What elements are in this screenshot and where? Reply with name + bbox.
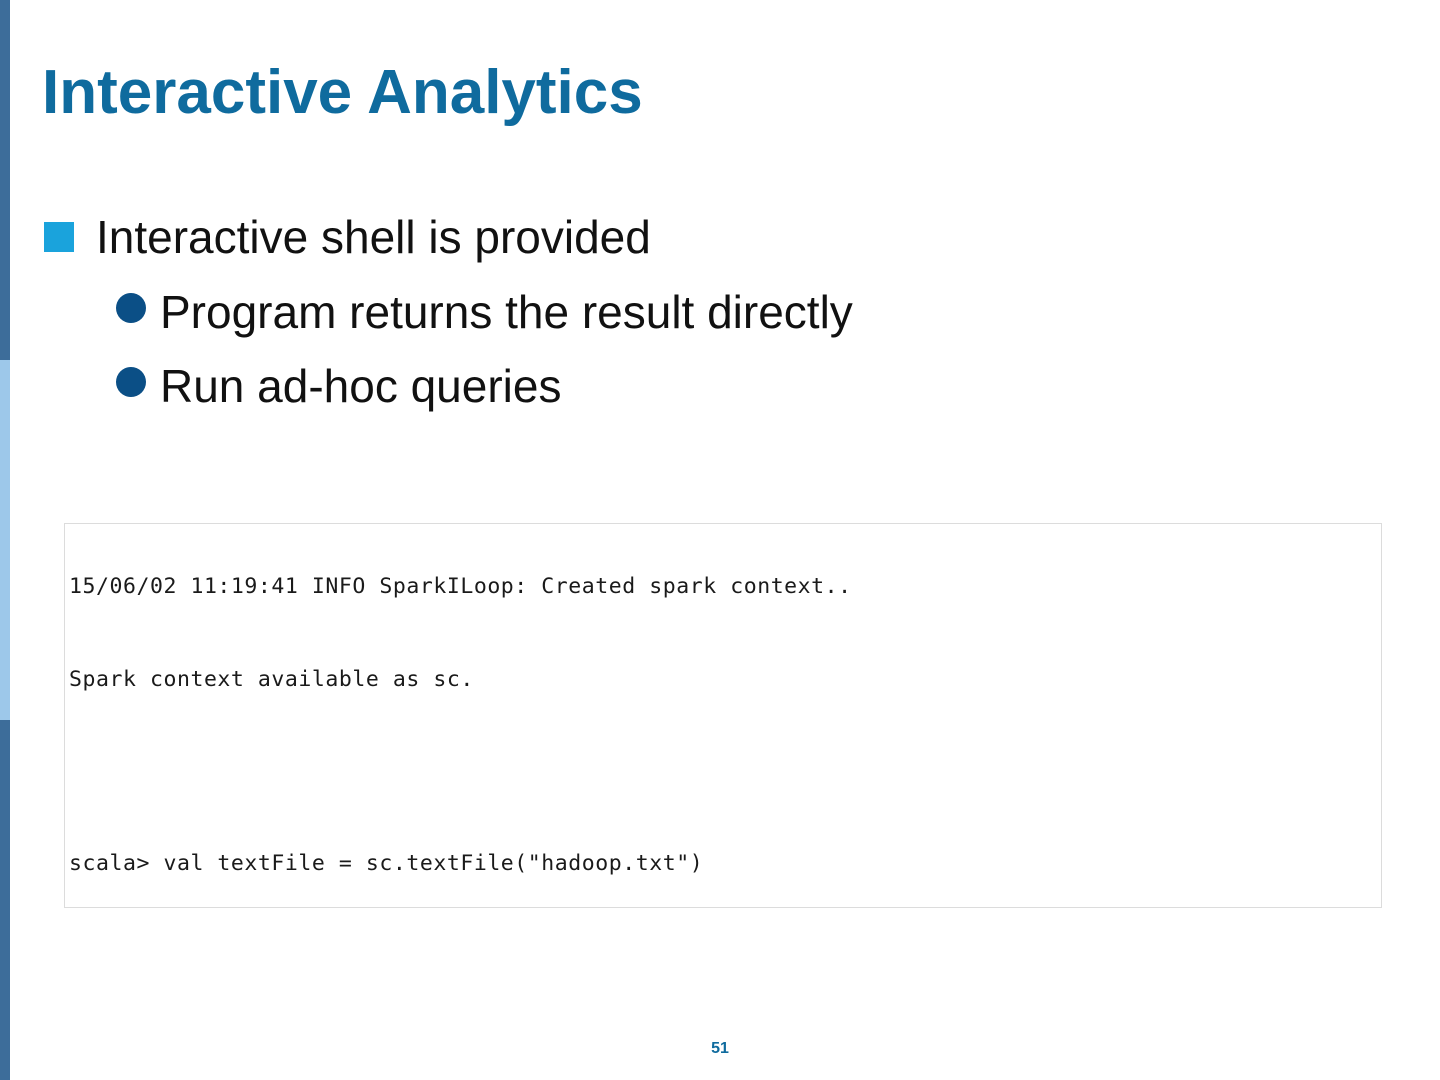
console-screenshot: [64, 523, 1382, 908]
sidebar-accent-top: [0, 0, 10, 360]
bullet-level1: [44, 210, 651, 264]
bullet-level2-item: [116, 285, 853, 339]
circle-bullet-icon: [116, 293, 146, 323]
sidebar-accent-bottom: [0, 720, 10, 1080]
bullet-level2-text: Program returns the result directly: [160, 286, 853, 338]
bullet-level1-text: Interactive shell is provided: [96, 211, 651, 263]
page-number: 51: [711, 1040, 729, 1057]
circle-bullet-icon: [116, 367, 146, 397]
console-line: scala> val textFile = sc.textFile("hadoop.txt"): [69, 850, 704, 876]
sidebar-accent-middle: [0, 360, 10, 720]
console-line: Spark context available as sc.: [69, 666, 474, 692]
console-output: [69, 523, 1351, 908]
slide-title: Interactive Analytics: [42, 58, 643, 127]
console-line: [69, 757, 1351, 788]
console-line: 15/06/02 11:19:41 INFO SparkILoop: Created spark context..: [69, 574, 852, 600]
square-bullet-icon: [44, 222, 74, 252]
bullet-level2-text: Run ad-hoc queries: [160, 360, 562, 412]
bullet-level2-item: [116, 359, 561, 413]
